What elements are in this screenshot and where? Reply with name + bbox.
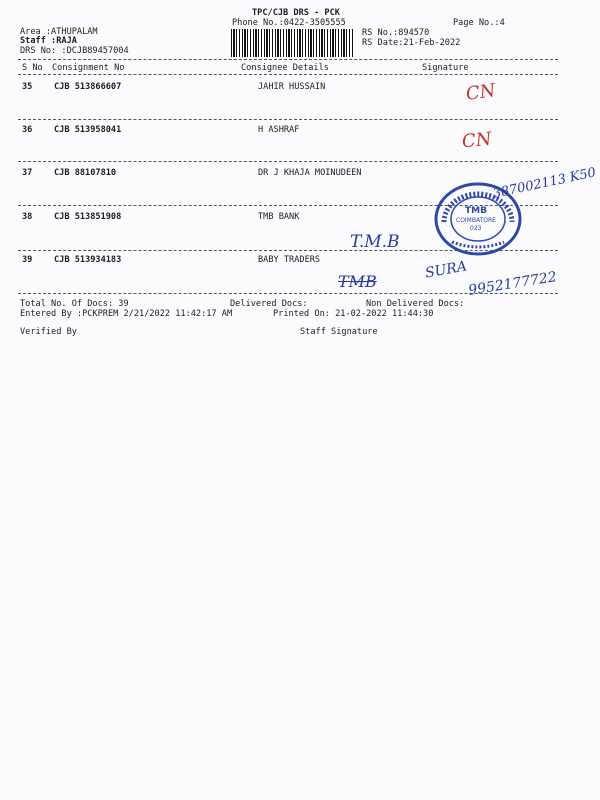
row-consignment: CJB 513958041 <box>54 125 122 135</box>
document-title: TPC/CJB DRS - PCK <box>252 8 340 18</box>
non-delivered-docs: Non Delivered Docs: <box>366 299 465 309</box>
divider <box>18 74 558 75</box>
row-divider <box>18 161 558 162</box>
stamp-city: COIMBATORE <box>456 217 496 224</box>
row-sno: 38 <box>22 212 33 222</box>
row-consignee: JAHIR HUSSAIN <box>258 82 326 92</box>
row-consignment: CJB 513934183 <box>54 255 122 265</box>
row-sno: 36 <box>22 125 33 135</box>
rs-number: RS No.:894570 <box>362 28 430 38</box>
row-consignee: DR J KHAJA MOINUDEEN <box>258 168 362 178</box>
phone-number: Phone No.:0422-3505555 <box>232 18 346 28</box>
row-consignment: CJB 88107810 <box>54 168 117 178</box>
row-sno: 39 <box>22 255 33 265</box>
signature-row39-phone: 9952177722 <box>467 269 558 299</box>
rs-date: RS Date:21-Feb-2022 <box>362 38 461 48</box>
divider <box>18 59 558 60</box>
verified-by: Verified By <box>20 327 77 337</box>
row-consignee: H ASHRAF <box>258 125 300 135</box>
column-header-consignee: Consignee Details <box>241 63 329 73</box>
column-header-sno: S No <box>22 63 43 73</box>
barcode <box>231 29 354 57</box>
stamp-code: 023 <box>470 225 482 232</box>
total-docs: Total No. Of Docs: 39 <box>20 299 129 309</box>
signature-row36: CN <box>460 128 493 153</box>
signature-row37: 387002113 K50 <box>491 165 598 202</box>
row-consignee: TMB BANK <box>258 212 300 222</box>
entered-by: Entered By :PCKPREM 2/21/2022 11:42:17 AM <box>20 309 233 319</box>
signature-row38: T.M.B <box>350 232 400 252</box>
stamp-logo: TMB <box>465 206 487 216</box>
row-sno: 35 <box>22 82 33 92</box>
column-header-signature: Signature <box>422 63 469 73</box>
column-header-consignment: Consignment No <box>52 63 125 73</box>
page-number: Page No.:4 <box>453 18 505 28</box>
signature-row39-name: SURA <box>423 258 469 282</box>
area-label: Area :ATHUPALAM <box>20 27 98 37</box>
printed-on: Printed On: 21-02-2022 11:44:30 <box>273 309 434 319</box>
drs-number: DRS No: :DCJB89457004 <box>20 46 129 56</box>
delivered-docs: Delivered Docs: <box>230 299 308 309</box>
signature-row39-strike: TMB <box>338 272 377 291</box>
signature-row35: CN <box>464 80 497 105</box>
row-sno: 37 <box>22 168 33 178</box>
row-consignee: BABY TRADERS <box>258 255 321 265</box>
row-divider <box>18 119 558 120</box>
staff-label: Staff :RAJA <box>20 36 77 46</box>
row-consignment: CJB 513866607 <box>54 82 122 92</box>
staff-signature: Staff Signature <box>300 327 378 337</box>
row-consignment: CJB 513851908 <box>54 212 122 222</box>
